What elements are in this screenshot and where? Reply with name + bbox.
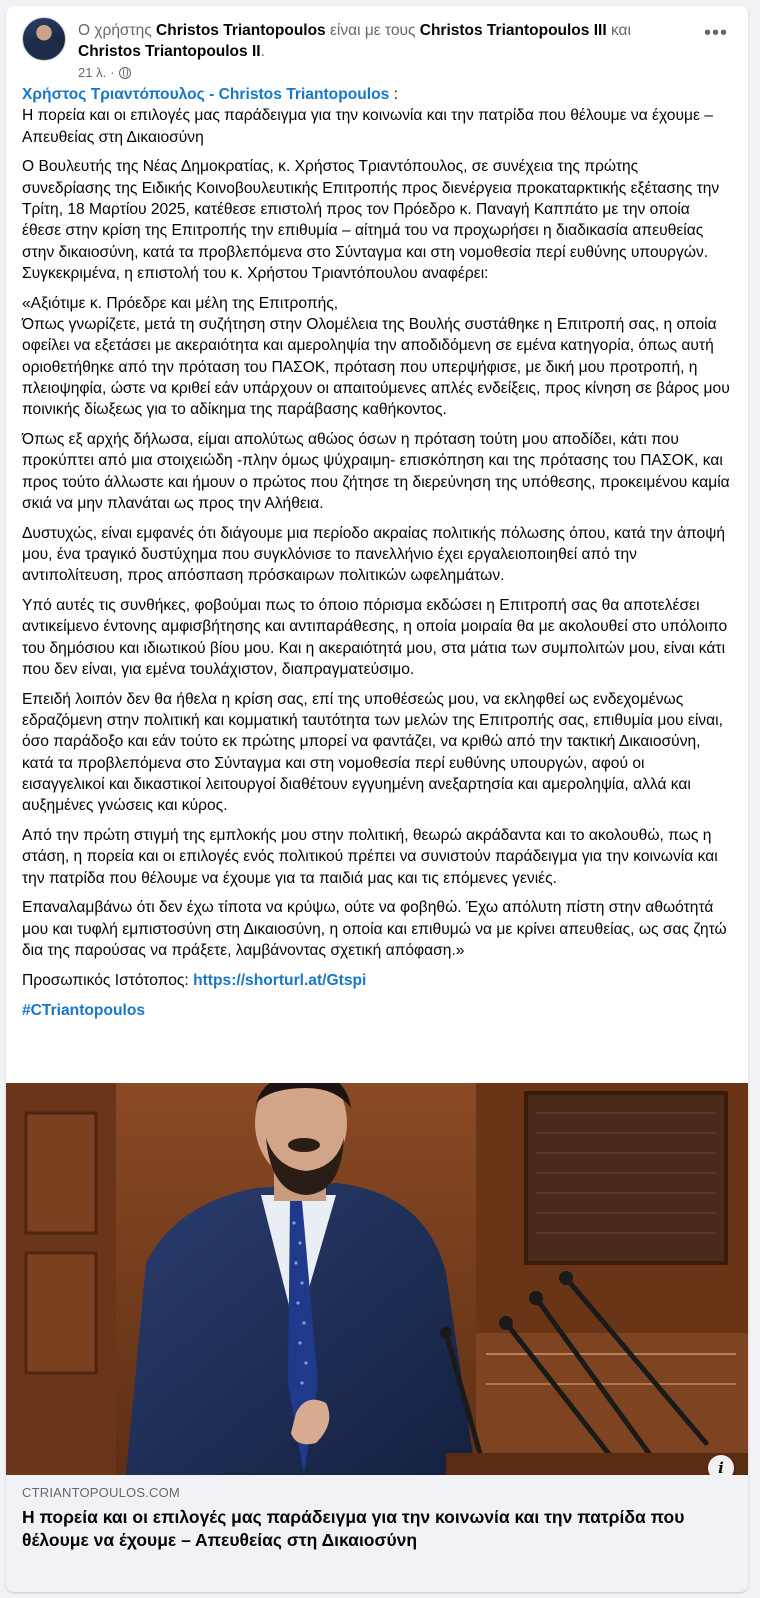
website-link[interactable]: https://shorturl.at/Gtspi [193,971,367,989]
hashtag-line [22,1000,730,1021]
post-paragraph: «Αξιότιμε κ. Πρόεδρε και μέλη της Επιτροπής, Όπως γνωρίζετε, μετά τη συζήτηση στην Ολομέλεια της Βουλής συστάθηκε η Επιτροπή σας, η οποία οφείλει να εξετάσει με ακεραιότητα και αμεροληψία την αποδιδόμενη σε εμένα κατηγορία, όπως αυτή οριοθετήθηκε από την πρόταση του ΠΑΣΟΚ, πρόταση που υπερψήφισε, με δική μου προτροπή, η πλειοψηφία, ώστε να κριθεί εάν υπάρχουν οι απαιτούμενες απλές ενδείξεις, προς κίνηση σε βάρος μου ποινικής δίωξεως για το αδίκημα της παράβασης καθήκοντος. [22,294,730,419]
tagged-user-1[interactable]: Christos Triantopoulos III [419,22,607,39]
post-paragraph: Όπως εξ αρχής δήλωσα, είμαι απολύτως αθώος όσων η πρόταση τούτη μου αποδίδει, κάτι που προκύπτει από μια στοιχειώδη -πλην όμως ψύχραιμη- επισκόπηση και της πρότασης του ΠΑΣΟΚ, και προς τούτο άλλωστε και ήμουν ο πρώτος που ζήτησε τη διερεύνηση της υπόθεσης, προκειμένου καμία σκιά να μην πλανάται ως προς την Αλήθεια. [22,430,730,512]
author-name-link[interactable]: Christos Triantopoulos [156,22,326,39]
globe-icon[interactable] [119,67,131,79]
post-header [6,6,748,84]
post-title-line [78,20,678,62]
post-headline: Η πορεία και οι επιλογές μας παράδειγμα για την κοινωνία και την πατρίδα που θέλουμε να έχουμε – Απευθείας στη Δικαιοσύνη [22,107,713,146]
author-avatar[interactable] [22,17,66,61]
link-title[interactable]: Η πορεία και οι επιλογές μας παράδειγμα για την κοινωνία και την πατρίδα που θέλουμε να έχουμε – Απευθείας στη Δικαιοσύνη [22,1507,685,1550]
link-preview-footer[interactable] [6,1475,748,1592]
speaker-photo [6,1083,748,1475]
post-paragraph: Δυστυχώς, είναι εμφανές ότι διάγουμε μια περίοδο ακραίας πολιτικής πόλωσης όπου, κατά την άποψή μου, ένα τραγικό δυστύχημα που συγκλόνισε το πανελλήνιο έχει εργαλειοποιηθεί από την αντιπολίτευση, προς απόσπαση πρόσκαιρων πολιτικών ωφελημάτων. [22,524,725,585]
and-text: και [610,22,631,39]
post-paragraph: Ο Βουλευτής της Νέας Δημοκρατίας, κ. Χρήστος Τριαντόπουλος, σε συνέχεια της πρώτης συνεδρίασης της Ειδικής Κοινοβουλευτικής Επιτροπής προς διενέργεια προκαταρκτικής εξέτασης την Τρίτη, 18 Μαρτίου 2025, κατέθεσε επιστολή προς τον Πρόεδρο κ. Παναγή Καππάτο με την οποία έθεσε στην κρίση της Επιτροπής την επιθυμία – αίτημά του να προχωρήσει η διαδικασία απευθείας στην δικαιοσύνη, κατά τα προβλεπόμενα στο Σύνταγμα και στη νομοθεσία περί ευθύνης υπουργών. Συγκεκριμένα, η επιστολή του κ. Χρήστου Τριαντόπουλου αναφέρει: [22,158,720,282]
post-intro [22,84,730,105]
with-text: είναι με τους [330,22,416,39]
post-card [6,6,748,1592]
post-paragraph: Επαναλαμβάνω ότι δεν έχω τίποτα να κρύψω, ούτε να φοβηθώ. Έχω απόλυτη πίστη στην αθωότητά μου και τυφλή εμπιστοσύνη στη Δικαιοσύνη, η οποία και επιθυμώ να με κρίνει απευθείας, ως σας ζητώ δια της παρούσας να πράξετε, λαμβάνοντας σχετική απόφαση.» [22,899,727,959]
meta-separator: · [110,65,115,80]
hashtag-link[interactable]: #CTriantopoulos [22,1001,146,1019]
tagged-user-2[interactable]: Christos Triantopoulos II [78,43,261,60]
page-author-link[interactable]: Χρήστος Τριαντόπουλος - Christos Triantopoulos [22,86,390,103]
post-paragraph: Υπό αυτές τις συνθήκες, φοβούμαι πως το όποιο πόρισμα εκδώσει η Επιτροπή σας θα αποτελέσει αντικείμενο έντονης αμφισβήτησης και αντιπαράθεσης, η οποία μοιραία θα με ακολουθεί στο υπόλοιπο του δημόσιου και ιδιωτικού βίου μου. Και η ακεραιότητά μου, στα μάτια των συμπολιτών μου, είναι κάτι που δεν είναι, για εμένα τουλάχιστον, διαπραγματεύσιμο. [22,597,728,678]
post-meta [78,65,131,80]
post-paragraph: Από την πρώτη στιγμή της εμπλοκής μου στην πολιτική, θεωρώ ακράδαντα και το ακολουθώ, πως η στάση, η πορεία και οι επιλογές ενός πολιτικού πρέπει να συνιστούν παράδειγμα για την κοινωνία και την πατρίδα που θέλουμε να έχουμε για τα παιδιά μας και τις επόμενες γενιές. [22,827,718,887]
title-prefix: Ο χρήστης [78,22,152,39]
info-icon[interactable]: i [708,1455,734,1475]
link-domain: CTRIANTOPOULOS.COM [22,1485,180,1500]
website-line [22,970,730,991]
link-preview-image[interactable] [6,1083,748,1475]
post-paragraph: Επειδή λοιπόν δεν θα ήθελα η κρίση σας, επί της υποθέσεώς μου, να εκληφθεί ως ενδεχομένως εδραζόμενη στην πολιτική και κομματική ταυτότητα των μελών της Επιτροπής σας, επιθυμία μου είναι, όσο παράδοξο και εάν τούτο εκ πρώτης μπορεί να φαντάζει, να κριθώ από την τακτική Δικαιοσύνη, κατά τα προβλεπόμενα στο Σύνταγμα και στη νομοθεσία περί ευθύνης υπουργών, αφού οι εισαγγελικοί και δικαστικοί λειτουργοί διαθέτουν εγγυημένη ανεξαρτησία και αμεροληψία, αλλά και αυξημένες γνώσεις και κύρος. [22,690,723,815]
author-colon: : [389,86,398,103]
more-options-icon[interactable]: ••• [703,22,728,44]
post-body [6,84,748,1021]
website-label: Προσωπικός Ιστότοπος: [22,971,194,989]
post-time[interactable]: 21 λ. [78,65,107,80]
title-period: . [260,43,265,60]
